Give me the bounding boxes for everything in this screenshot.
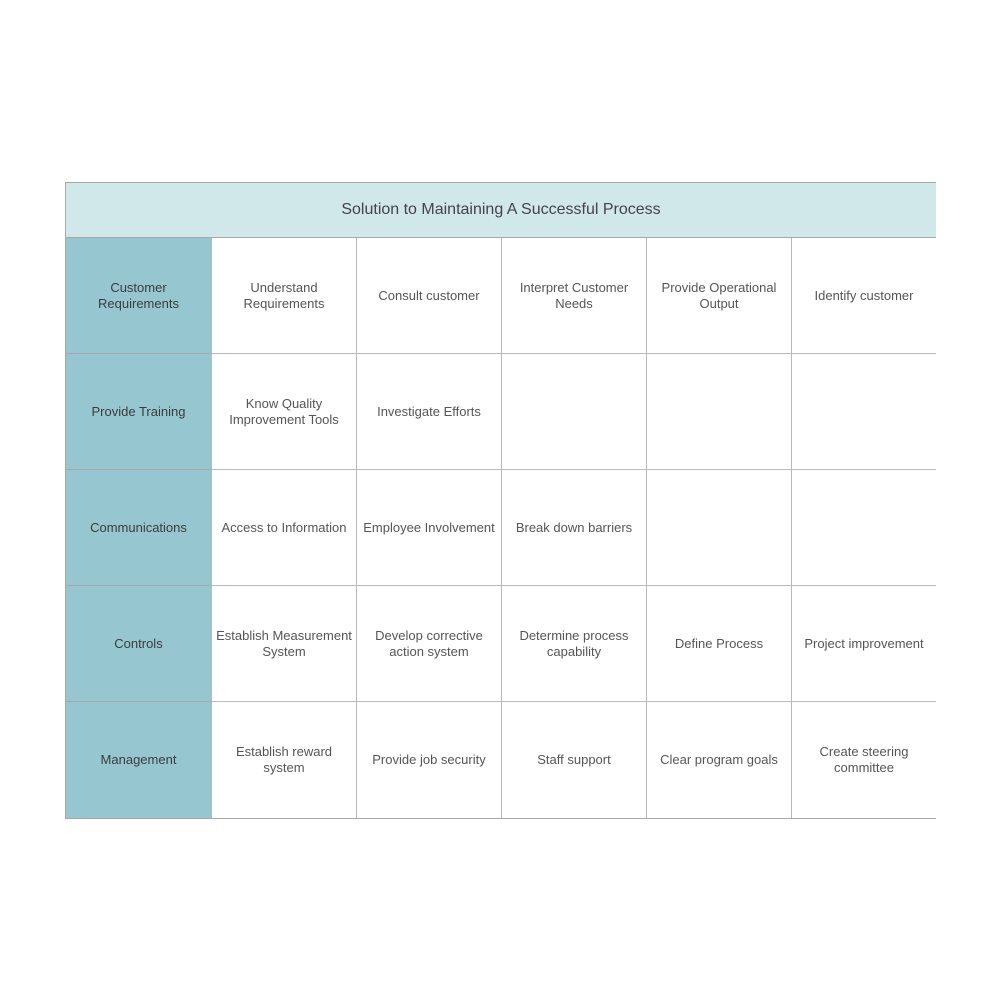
matrix-cell: Access to Information <box>211 470 356 586</box>
matrix-cell: Establish reward system <box>211 702 356 818</box>
matrix-cell: Understand Requirements <box>211 238 356 354</box>
matrix-cell: Staff support <box>501 702 646 818</box>
process-matrix <box>65 182 936 819</box>
matrix-cell: Define Process <box>646 586 791 702</box>
matrix-title: Solution to Maintaining A Successful Process <box>66 183 936 238</box>
matrix-cell: Create steering committee <box>791 702 936 818</box>
matrix-cell: Interpret Customer Needs <box>501 238 646 354</box>
row-header-management: Management <box>66 702 211 818</box>
matrix-cell: Clear program goals <box>646 702 791 818</box>
row-header-provide-training: Provide Training <box>66 354 211 470</box>
matrix-cell <box>646 470 791 586</box>
matrix-cell: Employee Involvement <box>356 470 501 586</box>
matrix-cell <box>501 354 646 470</box>
matrix-cell: Break down barriers <box>501 470 646 586</box>
matrix-cell: Establish Measurement System <box>211 586 356 702</box>
matrix-cell: Know Quality Improvement Tools <box>211 354 356 470</box>
matrix-cell: Provide Operational Output <box>646 238 791 354</box>
row-header-controls: Controls <box>66 586 211 702</box>
row-header-communications: Communications <box>66 470 211 586</box>
matrix-cell: Identify customer <box>791 238 936 354</box>
matrix-cell <box>791 470 936 586</box>
matrix-cell: Project improvement <box>791 586 936 702</box>
matrix-cell: Investigate Efforts <box>356 354 501 470</box>
matrix-cell: Develop corrective action system <box>356 586 501 702</box>
matrix-cell <box>646 354 791 470</box>
matrix-cell: Consult customer <box>356 238 501 354</box>
row-header-customer-requirements: Customer Requirements <box>66 238 211 354</box>
matrix-cell: Determine process capability <box>501 586 646 702</box>
matrix-cell: Provide job security <box>356 702 501 818</box>
matrix-cell <box>791 354 936 470</box>
